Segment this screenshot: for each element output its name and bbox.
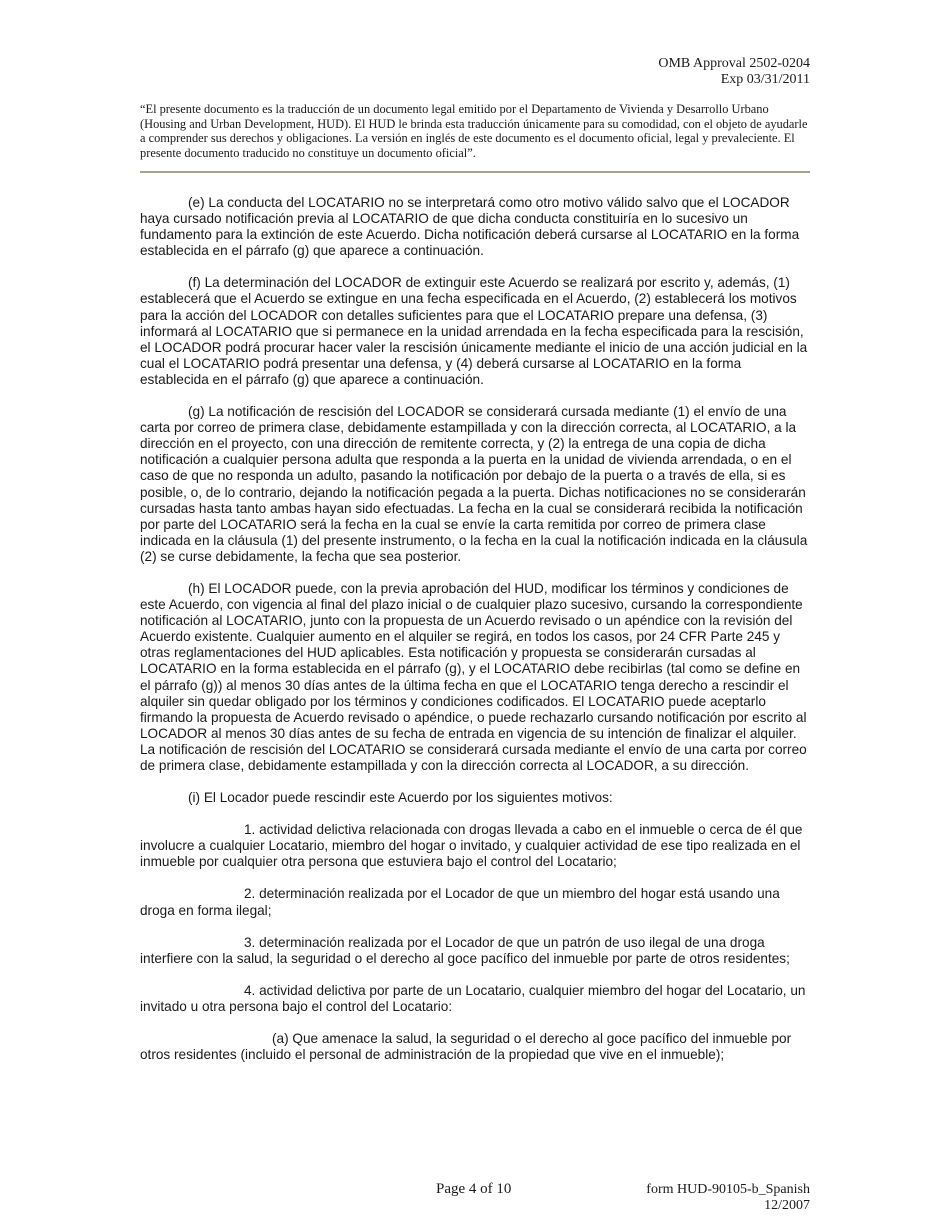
translation-disclaimer: “El presente documento es la traducción de un documento legal emitido por el Departamento de Vivienda y Desarrollo Urbano (Housing and Urban Development, HUD). El HUD le brinda esta traducción únicamente para su comodidad, con el objeto de ayudarle a comprender sus derechos y obligaciones. La versión en inglés de este documento es el documento oficial, legal y prevaleciente. El presente documento traducido no constituye un documento oficial”. <box>140 102 808 161</box>
list-item-4: 4. actividad delictiva por parte de un Locatario, cualquier miembro del hogar del Locatario, un invitado u otra persona bajo el control del Locatario: <box>140 982 806 1014</box>
paragraph-h: (h) El LOCADOR puede, con la previa aprobación del HUD, modificar los términos y condiciones de este Acuerdo, con vigencia al final del plazo inicial o de cualquier plazo sucesivo, cursando la correspondiente notificación al LOCATARIO, junto con la propuesta de un Acuerdo revisado o un apéndice con la revisión del Acuerdo existente. Cualquier aumento en el alquiler se regirá, en todos los casos, por 24 CFR Parte 245 y otras reglamentaciones del HUD aplicables. Esta notificación y propuesta se considerarán cursadas al LOCATARIO en la forma establecida en el párrafo (g), y el LOCATARIO debe recibirlas (tal como se define en el párrafo (g)) al menos 30 días antes de la última fecha en que el LOCATARIO tenga derecho a rescindir el alquiler sin quedar obligado por los términos y condiciones codificados. El LOCATARIO puede aceptarlo firmando la propuesta de Acuerdo revisado o apéndice, o puede rechazarlo cursando notificación por escrito al LOCADOR al menos 30 días antes de su fecha de entrada en vigencia de su intención de finalizar el alquiler. La notificación de rescisión del LOCATARIO se considerará cursada mediante el envío de una carta por correo de primera clase, debidamente estampillada y con la dirección correcta al LOCADOR, a su dirección. <box>140 580 807 773</box>
omb-approval-block <box>658 56 810 88</box>
header-divider <box>140 171 810 173</box>
omb-expiration-date: Exp 03/31/2011 <box>720 72 810 87</box>
omb-approval-number: OMB Approval 2502-0204 <box>658 56 810 71</box>
paragraph-g: (g) La notificación de rescisión del LOCADOR se considerará cursada mediante (1) el envío de una carta por correo de primera clase, debidamente estampillada y con la dirección correcta, al LOCATARIO, a la dirección en el proyecto, con una dirección de remitente correcta, y (2) la entrega de una copia de dicha notificación a cualquier persona adulta que responda a la puerta en la unidad de vivienda arrendada, o en el caso de que no responda un adulto, pasando la notificación por debajo de la puerta o a través de ella, si es posible, o, de lo contrario, dejando la notificación pegada a la puerta. Dichas notificaciones no se considerarán cursadas hasta tanto ambas hayan sido efectuadas. La fecha en la cual se considerará recibida la notificación por parte del LOCATARIO será la fecha en la cual se envíe la carta remitida por correo de primera clase indicada en la cláusula (1) del presente instrumento, o la fecha en la cual la notificación indicada en la cláusula (2) se curse debidamente, la fecha que sea posterior. <box>140 404 808 564</box>
form-identifier <box>646 1182 810 1214</box>
paragraph-e: (e) La conducta del LOCATARIO no se interpretará como otro motivo válido salvo que el LOCADOR haya cursado notificación previa al LOCATARIO de que dicha conducta constituiría en lo sucesivo un fundamento para la extinción de este Acuerdo. Dicha notificación deberá cursarse al LOCATARIO en la forma establecida en el párrafo (g) que aparece a continuación. <box>140 195 800 259</box>
list-item-1: 1. actividad delictiva relacionada con drogas llevada a cabo en el inmueble o cerca de él que involucre a cualquier Locatario, miembro del hogar o invitado, y cualquier actividad de ese tipo realizada en el inmueble por cualquier otra persona que estuviera bajo el control del Locatario; <box>140 822 803 870</box>
list-item-3: 3. determinación realizada por el Locador de que un patrón de uso ilegal de una droga interfiere con la salud, la seguridad o el derecho al goce pacífico del inmueble por parte de otros residentes; <box>140 934 790 966</box>
list-item-4a: (a) Que amenace la salud, la seguridad o el derecho al goce pacífico del inmueble por otros residentes (incluido el personal de administración de la propiedad que vive en el inmueble); <box>140 1031 792 1063</box>
list-item-2: 2. determinación realizada por el Locador de que un miembro del hogar está usando una droga en forma ilegal; <box>140 886 780 918</box>
paragraph-f: (f) La determinación del LOCADOR de extinguir este Acuerdo se realizará por escrito y, además, (1) establecerá que el Acuerdo se extingue en una fecha especificada en el Acuerdo, (2) establecerá los motivos para la acción del LOCADOR con detalles suficientes para que el LOCATARIO prepare una defensa, (3) informará al LOCATARIO que si permanece en la unidad arrendada en la fecha especificada para la rescisión, el LOCADOR podrá procurar hacer valer la rescisión únicamente mediante el inicio de una acción judicial en la cual el LOCATARIO podrá presentar una defensa, y (4) deberá cursarse al LOCATARIO en la forma establecida en el párrafo (g) que aparece a continuación. <box>140 275 808 387</box>
document-body <box>140 195 812 1079</box>
paragraph-i: (i) El Locador puede rescindir este Acuerdo por los siguientes motivos: <box>188 790 613 806</box>
form-id: form HUD-90105-b_Spanish <box>646 1182 810 1197</box>
form-date: 12/2007 <box>764 1198 810 1213</box>
page-number: Page 4 of 10 <box>436 1181 512 1197</box>
